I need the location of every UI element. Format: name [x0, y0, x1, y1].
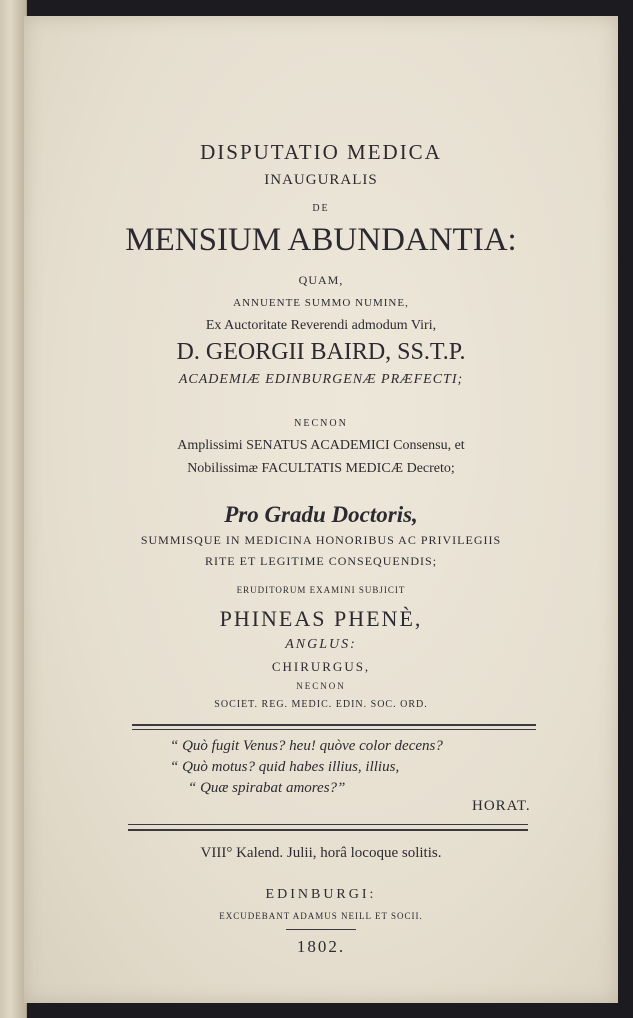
book-spine-edge: [0, 0, 27, 1018]
title-line-1: DISPUTATIO MEDICA: [200, 140, 442, 164]
epigraph-line-2: “ Quò motus? quid habes illius, illius,: [170, 759, 400, 775]
title-line-11: Amplissimi SENATUS ACADEMICI Consensu, et: [177, 438, 465, 453]
title-line-19: CHIRURGUS,: [271, 659, 371, 674]
title-line-13: Pro Gradu Doctoris,: [224, 502, 418, 527]
divider-rule-top: [132, 724, 536, 726]
title-page: [24, 16, 618, 1003]
imprint-year: 1802.: [296, 937, 346, 956]
title-line-5: QUAM,: [298, 273, 344, 287]
title-line-14: SUMMISQUE IN MEDICINA HONORIBUS AC PRIVILEGIIS: [140, 533, 502, 547]
title-line-15: RITE ET LEGITIME CONSEQUENDIS;: [204, 554, 438, 568]
title-line-2: INAUGURALIS: [264, 172, 378, 188]
main-title: MENSIUM ABUNDANTIA:: [125, 222, 517, 258]
imprint-city: EDINBURGI:: [265, 887, 377, 902]
epigraph-line-3: “ Quæ spirabat amores?”: [188, 780, 346, 796]
title-line-9: ACADEMIÆ EDINBURGENÆ PRÆFECTI;: [178, 372, 464, 387]
title-line-20: NECNON: [296, 681, 346, 691]
imprint-printer: EXCUDEBANT ADAMUS NEILL ET SOCII.: [219, 911, 423, 921]
title-line-21: SOCIET. REG. MEDIC. EDIN. SOC. ORD.: [214, 699, 428, 710]
imprint-short-rule: [286, 929, 356, 930]
title-line-8: D. GEORGII BAIRD, SS.T.P.: [176, 339, 466, 365]
imprint-date: VIII° Kalend. Julii, horâ locoque solitis.: [200, 845, 442, 861]
title-line-3: DE: [312, 203, 330, 214]
epigraph-attribution: HORAT.: [472, 798, 531, 814]
epigraph-line-1: “ Quò fugit Venus? heu! quòve color decens?: [170, 738, 443, 754]
divider-rule-bottom: [128, 829, 528, 831]
title-line-18: ANGLUS:: [285, 637, 357, 652]
divider-rule-bottom-thin: [128, 824, 528, 825]
title-line-6: ANNUENTE SUMMO NUMINE,: [233, 297, 409, 309]
divider-rule-top-thin: [132, 729, 536, 730]
title-line-10: NECNON: [294, 418, 348, 429]
title-line-7: Ex Auctoritate Reverendi admodum Viri,: [205, 318, 437, 333]
title-line-12: Nobilissimæ FACULTATIS MEDICÆ Decreto;: [187, 461, 455, 476]
title-line-16: ERUDITORUM EXAMINI SUBJICIT: [236, 585, 406, 595]
author-name: PHINEAS PHENÈ,: [219, 606, 423, 631]
